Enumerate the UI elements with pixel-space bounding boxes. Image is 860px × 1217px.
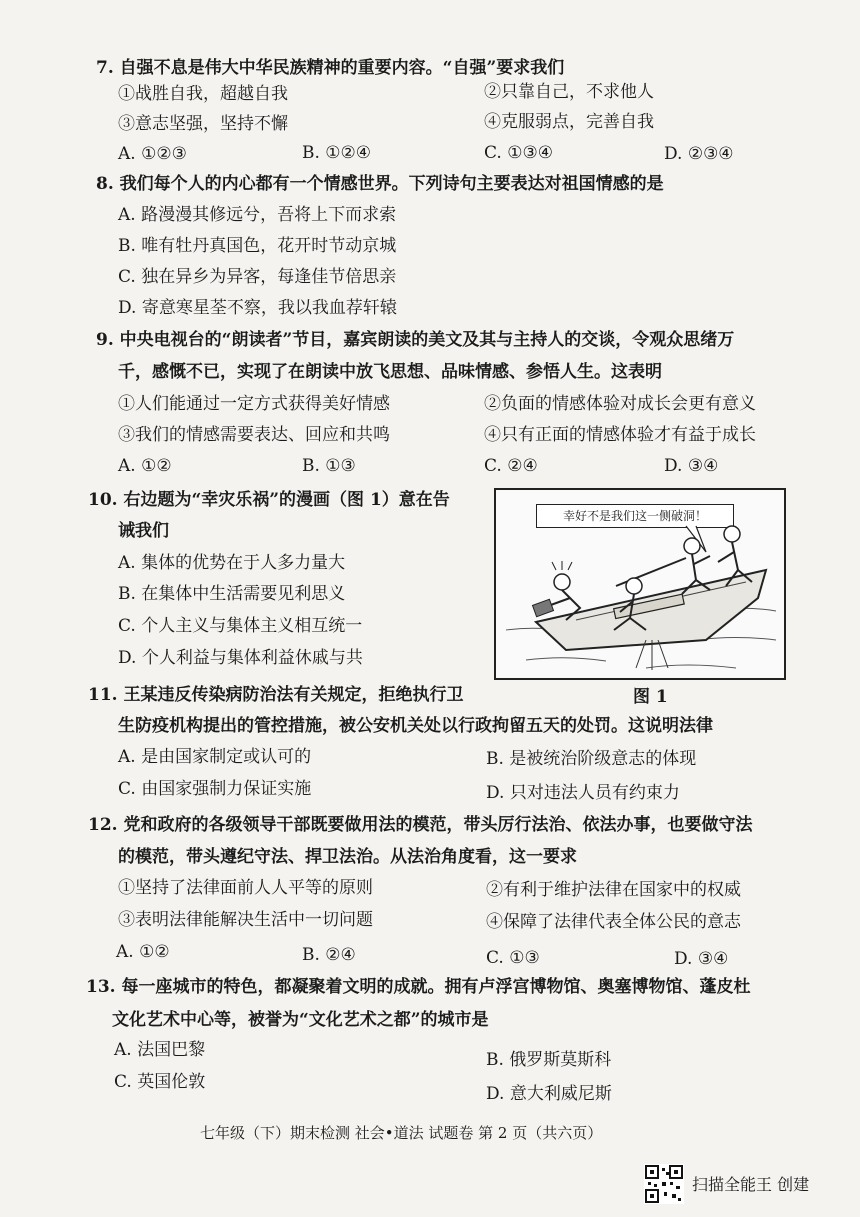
q13-stem-1: 13. 每一座城市的特色，都凝聚着文明的成就。拥有卢浮宫博物馆、奥塞博物馆、蓬皮杜 [86,977,751,997]
q9-stmt-1: ①人们能通过一定方式获得美好情感 [118,394,390,414]
q13-option-c: C. 英国伦敦 [114,1072,206,1092]
cartoon-figure [494,488,786,680]
q8-option-a: A. 路漫漫其修远兮，吾将上下而求索 [118,205,397,225]
q9-stmt-4: ④只有正面的情感体验才有益于成长 [484,425,756,445]
q9-stem-1: 9. 中央电视台的“朗读者”节目，嘉宾朗读的美文及其与主持人的交谈，令观众思绪万 [96,330,735,350]
q12-stmt-2: ②有利于维护法律在国家中的权威 [486,880,741,900]
q8-stem: 8. 我们每个人的内心都有一个情感世界。下列诗句主要表达对祖国情感的是 [96,174,664,194]
q9-stmt-2: ②负面的情感体验对成长会更有意义 [484,394,756,414]
q9-option-b: B. ①③ [302,456,356,476]
q12-stem-1: 12. 党和政府的各级领导干部既要做用法的模范，带头厉行法治、依法办事，也要做守法 [88,815,753,835]
cartoon-boat-illustration [496,490,784,678]
q9-option-c: C. ②④ [484,456,538,476]
q10-stem-2: 诫我们 [118,521,169,541]
q8-option-d: D. 寄意寒星荃不察，我以我血荐轩辕 [118,298,397,318]
q7-stem: 7. 自强不息是伟大中华民族精神的重要内容。“自强”要求我们 [96,58,565,78]
q13-option-d: D. 意大利威尼斯 [486,1084,612,1104]
speech-bubble: 幸好不是我们这一侧破洞！ [536,504,734,528]
q12-stmt-4: ④保障了法律代表全体公民的意志 [486,912,741,932]
scanner-watermark-text: 扫描全能王 创建 [692,1175,810,1194]
q12-stmt-3: ③表明法律能解决生活中一切问题 [118,910,373,930]
q12-stmt-1: ①坚持了法律面前人人平等的原则 [118,878,373,898]
q12-option-c: C. ①③ [486,948,540,968]
q11-option-d: D. 只对违法人员有约束力 [486,783,680,803]
q11-stem-2: 生防疫机构提出的管控措施，被公安机关处以行政拘留五天的处罚。这说明法律 [118,716,713,736]
q7-option-b: B. ①②④ [302,143,372,163]
q10-option-a: A. 集体的优势在于人多力量大 [118,553,346,573]
q11-stem-1: 11. 王某违反传染病防治法有关规定，拒绝执行卫 [88,685,464,705]
q11-option-c: C. 由国家强制力保证实施 [118,779,312,799]
q10-stem-1: 10. 右边题为“幸灾乐祸”的漫画（图 1）意在告 [88,490,450,510]
q13-stem-2: 文化艺术中心等，被誉为“文化艺术之都”的城市是 [112,1010,489,1030]
q10-option-c: C. 个人主义与集体主义相互统一 [118,616,363,636]
q10-option-d: D. 个人利益与集体利益休戚与共 [118,648,363,668]
q7-stmt-4: ④克服弱点，完善自我 [484,112,654,132]
q13-option-b: B. 俄罗斯莫斯科 [486,1050,612,1070]
q9-option-a: A. ①② [118,456,172,476]
qr-code-icon [644,1164,684,1204]
q8-option-c: C. 独在异乡为异客，每逢佳节倍思亲 [118,267,397,287]
q7-stmt-1: ①战胜自我，超越自我 [118,84,288,104]
figure-caption: 图 1 [633,687,668,707]
q9-option-d: D. ③④ [664,456,719,476]
q7-option-d: D. ②③④ [664,144,734,164]
q13-option-a: A. 法国巴黎 [114,1040,206,1060]
q12-option-b: B. ②④ [302,945,356,965]
q12-stem-2: 的模范，带头遵纪守法、捍卫法治。从法治角度看，这一要求 [118,847,577,867]
q8-option-b: B. 唯有牡丹真国色，花开时节动京城 [118,236,397,256]
q9-stem-2: 千，感慨不已，实现了在朗读中放飞思想、品味情感、参悟人生。这表明 [118,362,662,382]
q12-option-d: D. ③④ [674,949,729,969]
q7-option-a: A. ①②③ [118,144,187,164]
q12-option-a: A. ①② [116,942,170,962]
q11-option-a: A. 是由国家制定或认可的 [118,747,312,767]
q7-stmt-2: ②只靠自己，不求他人 [484,82,654,102]
page-footer: 七年级（下）期末检测 社会•道法 试题卷 第 2 页（共六页） [200,1124,603,1142]
q9-stmt-3: ③我们的情感需要表达、回应和共鸣 [118,425,390,445]
q7-stmt-3: ③意志坚强，坚持不懈 [118,114,288,134]
q7-option-c: C. ①③④ [484,143,553,163]
q11-option-b: B. 是被统治阶级意志的体现 [486,749,697,769]
q10-option-b: B. 在集体中生活需要见利思义 [118,584,346,604]
